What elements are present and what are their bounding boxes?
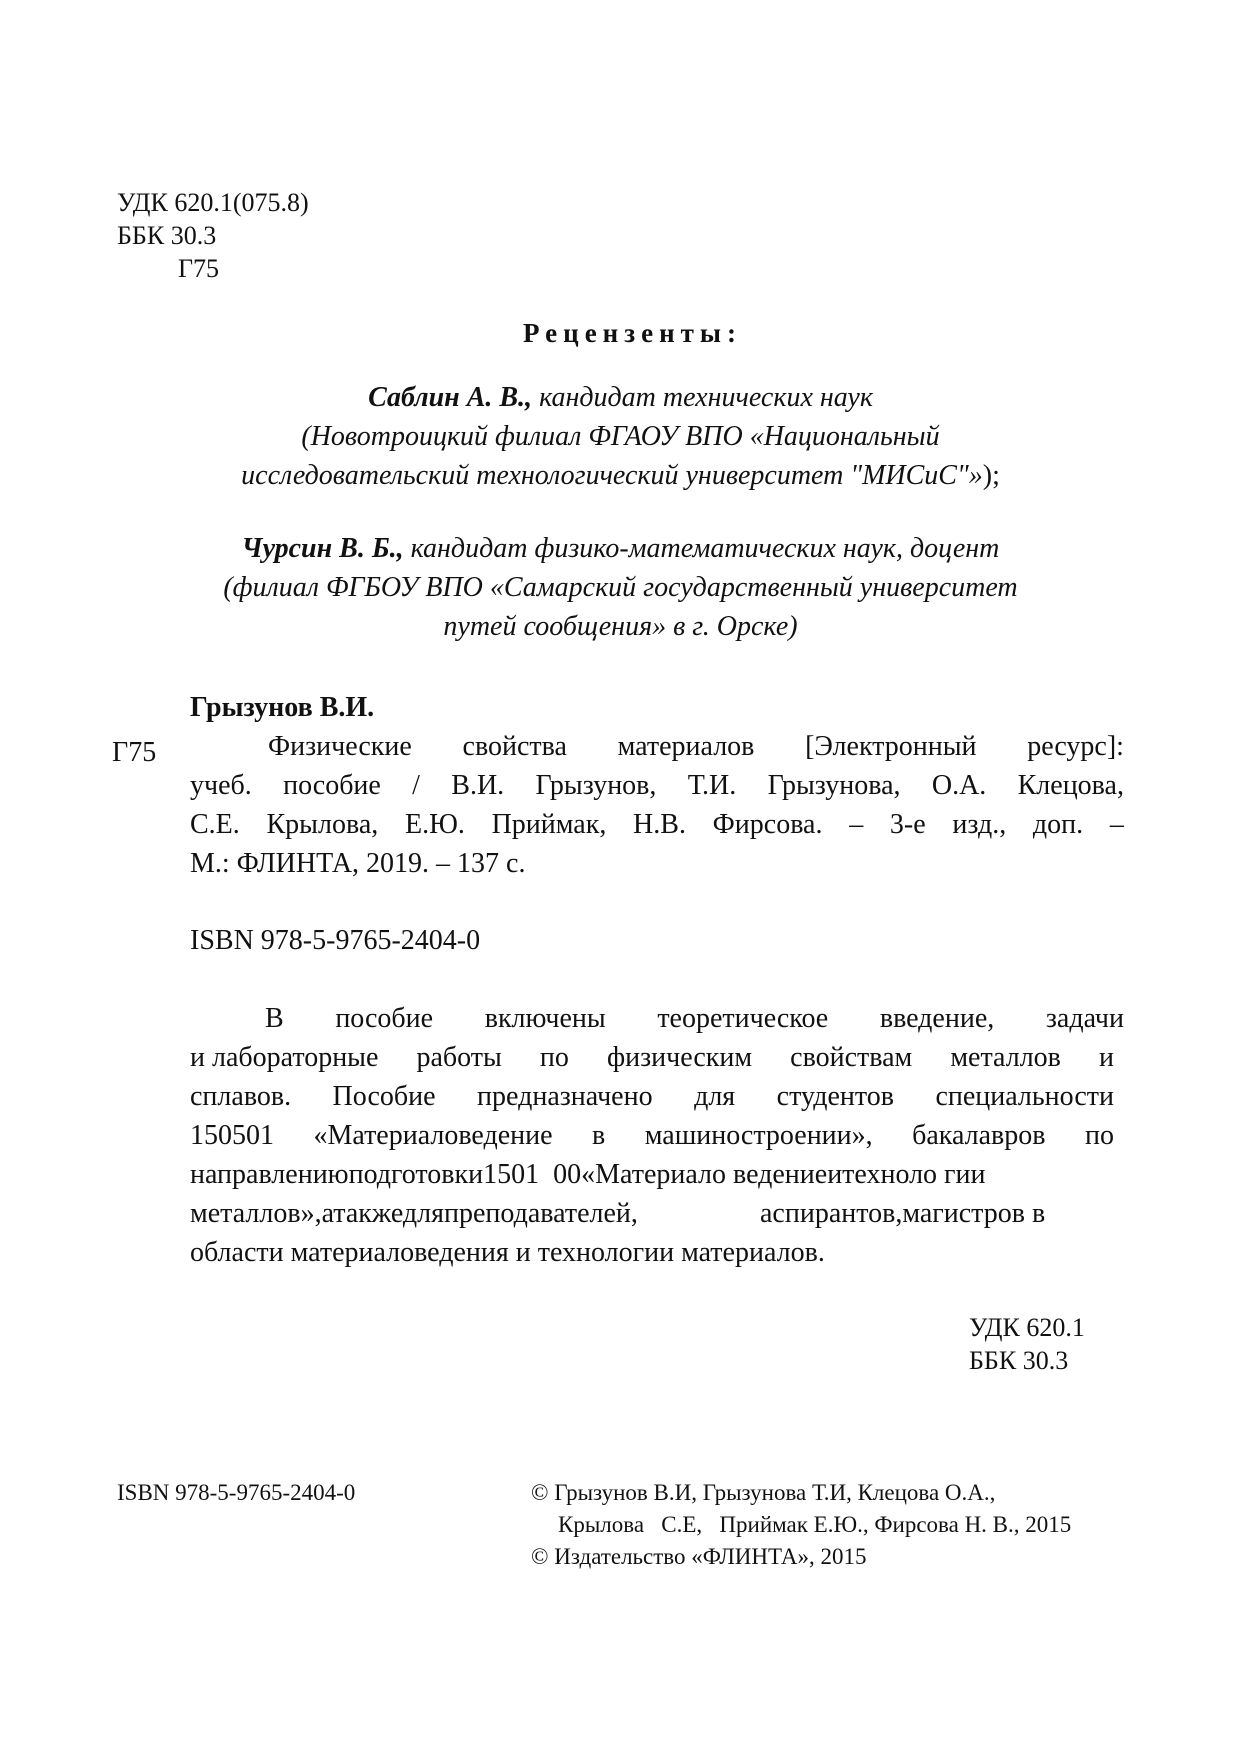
word: Фирсова. (712, 809, 823, 840)
word: / (412, 770, 420, 801)
bibliography-mark: Г75 (112, 737, 157, 768)
word: 3-е (889, 809, 926, 840)
word: свойства (462, 731, 567, 762)
word: – (849, 809, 864, 840)
word: В.И. (451, 770, 505, 801)
bibliography-line-3 (190, 809, 1124, 841)
word: «Материаловедение (313, 1120, 553, 1151)
word: металлов (950, 1042, 1061, 1073)
word: задачи (1045, 1003, 1124, 1034)
word: Клецова, (1017, 770, 1124, 801)
word: учеб. (190, 770, 252, 801)
reviewer-2-name: Чурсин В. Б., (241, 533, 404, 564)
word: введение, (879, 1003, 995, 1034)
word: работы (416, 1042, 502, 1073)
word: пособие (335, 1003, 434, 1034)
reviewer-1-end-punct: ); (982, 460, 1000, 491)
word: – (1109, 809, 1124, 840)
abstract-line-7: области материаловедения и технологии материалов. (190, 1237, 825, 1268)
word: Н.В. (633, 809, 686, 840)
abstract-line-6b: аспирантов,магистров в (760, 1198, 1046, 1229)
word: доп. (1032, 809, 1084, 840)
abstract-line-4 (190, 1120, 1114, 1152)
copyright-line-1: © Грызунов В.И, Грызунова Т.И, Клецова О.А., (531, 1480, 996, 1505)
word: С.Е. (190, 809, 240, 840)
word: теоретическое (657, 1003, 829, 1034)
word: Грызунова, (767, 770, 901, 801)
word: ресурс]: (1027, 731, 1124, 762)
abstract-line-2 (190, 1042, 1114, 1074)
word: 150501 (190, 1120, 274, 1151)
word: Е.Ю. (404, 809, 465, 840)
word: Грызунов, (535, 770, 657, 801)
bibliography-line-4: М.: ФЛИНТА, 2019. – 137 с. (190, 848, 526, 879)
word: по (539, 1042, 569, 1073)
abstract-line-3 (190, 1081, 1114, 1113)
reviewer-1-line (0, 382, 1241, 414)
word: предназначено (477, 1081, 653, 1112)
word: изд., (952, 809, 1007, 840)
word: физическим (606, 1042, 753, 1073)
word: материалов (617, 731, 755, 762)
abstract-line-6a: металлов»,атакжедляпреподавателей, (190, 1198, 638, 1229)
word: в (592, 1120, 606, 1151)
word: Т.И. (687, 770, 737, 801)
author-mark: Г75 (178, 254, 220, 283)
bibliography-author: Грызунов В.И. (190, 692, 375, 723)
word: сплавов. (190, 1081, 292, 1112)
reviewer-2-title: кандидат физико-математических наук, доцент (403, 533, 1000, 564)
udk-code: УДК 620.1(075.8) (117, 188, 309, 217)
word: пособие (283, 770, 381, 801)
abstract-line-5: направлениюподготовки1501 00«Материало ведениеитехноло гии (190, 1159, 986, 1190)
word: Приймак, (491, 809, 607, 840)
copyright-line-2: Крылова С.Е, Приймак Е.Ю., Фирсова Н. В., 2015 (558, 1512, 1072, 1537)
word: студентов (776, 1081, 894, 1112)
word: Физические (268, 731, 412, 762)
word: специальности (935, 1081, 1114, 1112)
footer-udk-code: УДК 620.1 (969, 1313, 1085, 1342)
word: и (1098, 1042, 1114, 1073)
word: О.А. (931, 770, 987, 801)
word: В (265, 1003, 284, 1034)
reviewers-heading: Рецензенты: (523, 318, 742, 348)
reviewer-1-affiliation-1: (Новотроицкий филиал ФГАОУ ВПО «Национальный (301, 421, 940, 452)
reviewer-2-affiliation-1: (филиал ФГБОУ ВПО «Самарский государственный университет (223, 572, 1018, 603)
word: Пособие (332, 1081, 436, 1112)
bbk-code: ББК 30.3 (117, 221, 217, 250)
reviewer-1-title: кандидат технических наук (532, 382, 873, 413)
bibliography-line-1 (268, 731, 1124, 763)
copyright-line-3: © Издательство «ФЛИНТА», 2015 (531, 1544, 867, 1569)
reviewer-1-name: Саблин А. В., (368, 382, 533, 413)
word: для (694, 1081, 736, 1112)
reviewer-1-affiliation-2: исследовательский технологический университет "МИСиС"» (241, 460, 983, 491)
copyright-isbn: ISBN 978-5-9765-2404-0 (117, 1480, 356, 1505)
word: и лабораторные (190, 1042, 379, 1073)
word: [Электронный (805, 731, 977, 762)
reviewer-2-affiliation-2: путей сообщения» в г. Орске) (443, 611, 798, 642)
word: машиностроении», (644, 1120, 873, 1151)
bibliography-isbn: ISBN 978-5-9765-2404-0 (190, 925, 481, 956)
reviewer-2-line (0, 533, 1241, 565)
footer-bbk-code: ББК 30.3 (969, 1346, 1069, 1375)
word: включены (484, 1003, 606, 1034)
bibliography-line-2 (190, 770, 1124, 802)
word: свойствам (790, 1042, 913, 1073)
word: бакалавров (912, 1120, 1046, 1151)
abstract-line-1 (265, 1003, 1124, 1035)
word: Крылова, (266, 809, 379, 840)
reviewer-1-affiliation-2-line (0, 460, 1241, 492)
word: по (1084, 1120, 1114, 1151)
